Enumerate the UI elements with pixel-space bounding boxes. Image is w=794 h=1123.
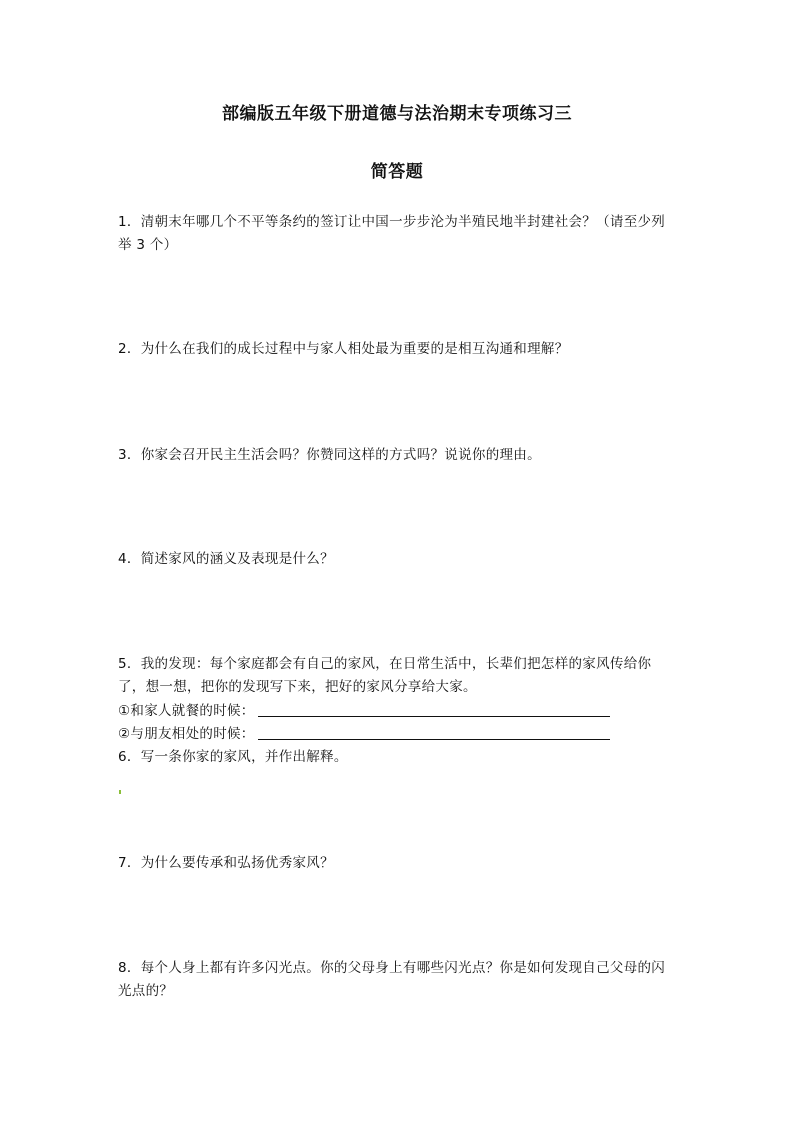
section-title: 简答题 [370,162,424,182]
stray-mark [119,790,121,794]
question-5-blank-label-1: ①和家人就餐的时候： [118,703,255,719]
question-2-line-1: 2．为什么在我们的成长过程中与家人相处最为重要的是相互沟通和理解？ [118,341,569,357]
answer-blank-line-1[interactable] [258,716,610,717]
question-1-line-1: 1．清朝末年哪几个不平等条约的签订让中国一步步沦为半殖民地半封建社会？（请至少列 [118,214,666,230]
question-8-line-2: 光点的？ [118,983,174,999]
question-5-line-2: 了，想一想，把你的发现写下来，把好的家风分享给大家。 [118,679,477,695]
answer-blank-line-2[interactable] [258,739,610,740]
question-8-line-1: 8．每个人身上都有许多闪光点。你的父母身上有哪些闪光点？你是如何发现自己父母的闪 [118,960,666,976]
question-1-line-2: 举 3 个） [118,237,178,253]
question-3-line-1: 3．你家会召开民主生活会吗？你赞同这样的方式吗？说说你的理由。 [118,447,541,463]
question-4-line-1: 4．简述家风的涵义及表现是什么？ [118,551,334,567]
document-title: 部编版五年级下册道德与法治期末专项练习三 [222,104,572,124]
question-7-line-1: 7．为什么要传承和弘扬优秀家风？ [118,855,334,871]
question-6-line-1: 6．写一条你家的家风，并作出解释。 [118,749,348,765]
question-5-blank-label-2: ②与朋友相处的时候： [118,726,255,742]
question-5-line-1: 5．我的发现：每个家庭都会有自己的家风，在日常生活中，长辈们把怎样的家风传给你 [118,656,652,672]
